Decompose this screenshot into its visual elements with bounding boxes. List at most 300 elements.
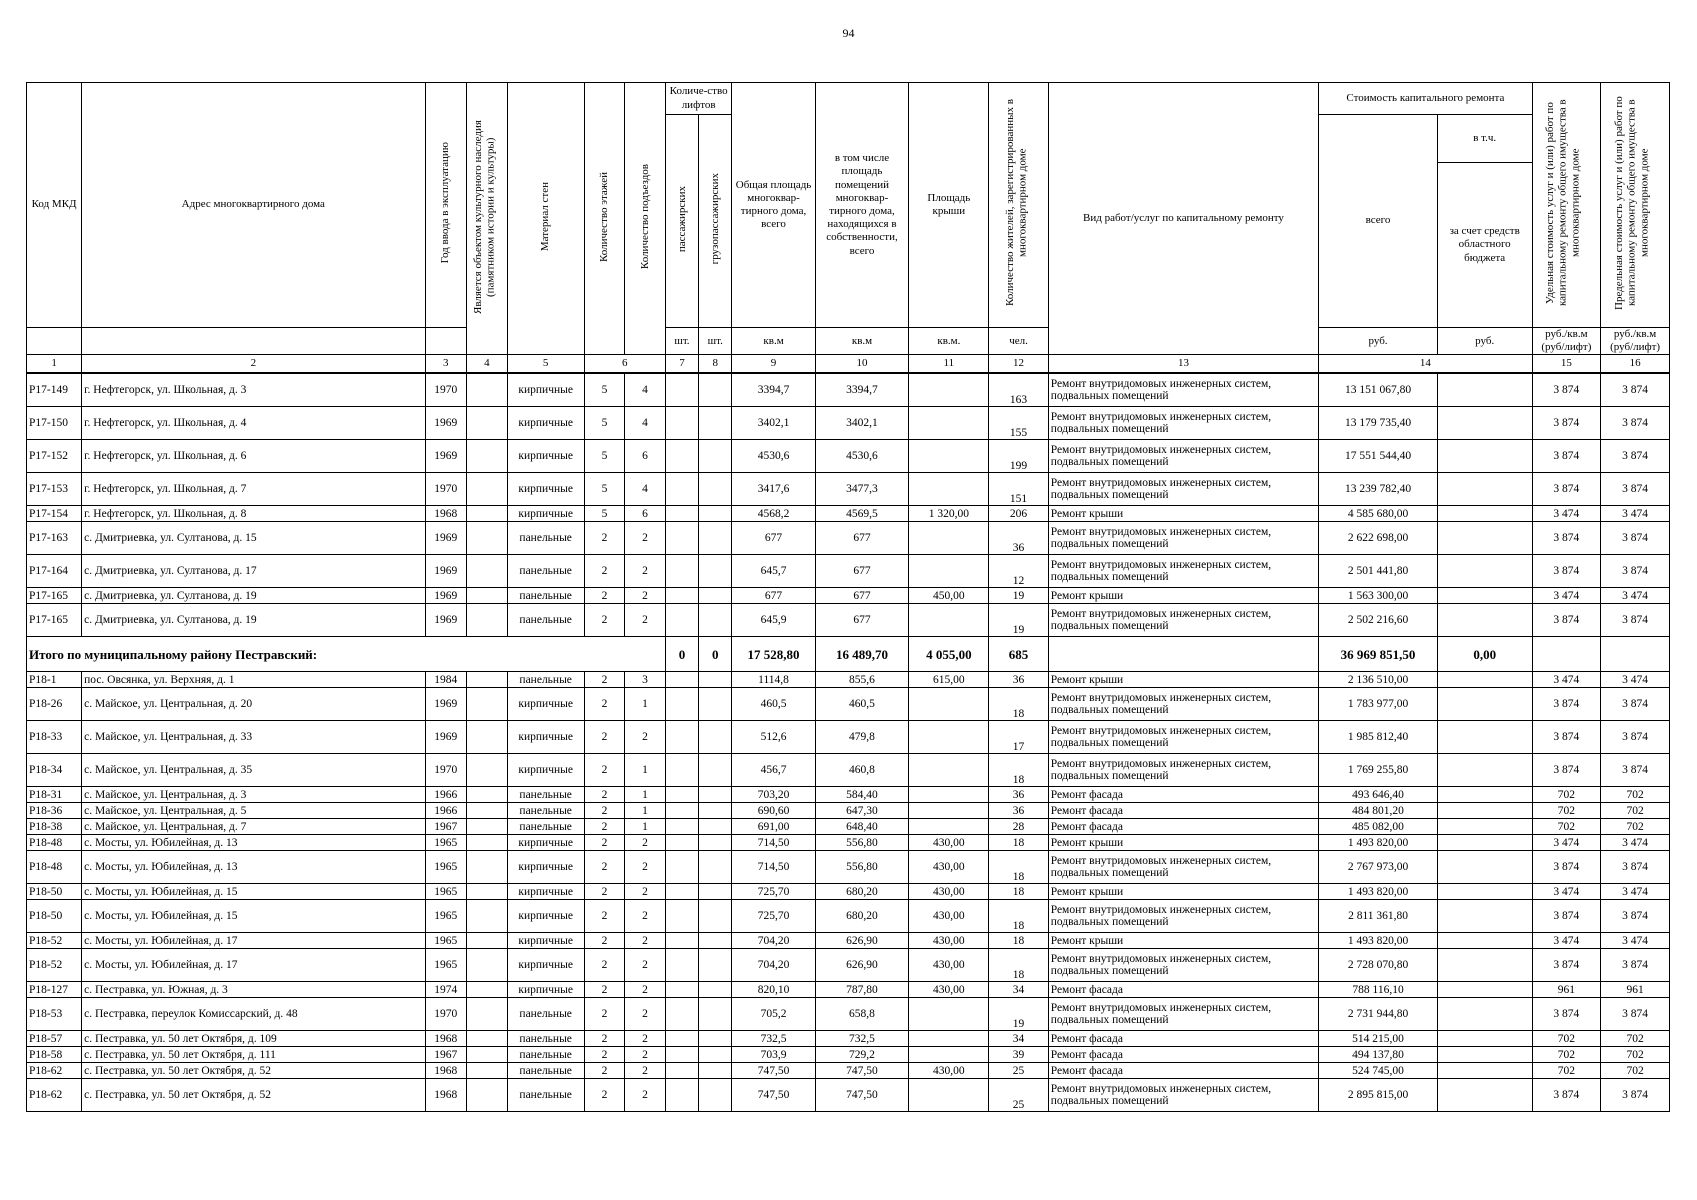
work-type: Ремонт внутридомовых инженерных систем, подвальных помещений	[1048, 900, 1319, 933]
lifts-cargo	[699, 998, 732, 1031]
wall-material: панельные	[507, 555, 584, 588]
cost-total: 2 501 441,80	[1319, 555, 1438, 588]
heritage	[467, 506, 508, 522]
table-row	[27, 440, 1670, 473]
address: с. Пестравка, ул. 50 лет Октября, д. 52	[82, 1063, 425, 1079]
lifts-passenger	[665, 407, 698, 440]
entrances: 2	[625, 555, 666, 588]
total-area: 820,10	[732, 982, 815, 998]
roof-area	[909, 473, 989, 506]
unit-residents: чел.	[989, 328, 1048, 355]
wall-material: кирпичные	[507, 688, 584, 721]
mkd-code: Р17-153	[27, 473, 82, 506]
roof-area: 1 320,00	[909, 506, 989, 522]
wall-material: кирпичные	[507, 473, 584, 506]
mkd-code: Р17-154	[27, 506, 82, 522]
total-area: 456,7	[732, 754, 815, 787]
cost-total: 13 151 067,80	[1319, 373, 1438, 407]
total-area: 732,5	[732, 1031, 815, 1047]
lifts-passenger	[665, 819, 698, 835]
year: 1969	[425, 555, 467, 588]
max-cost: 3 474	[1601, 672, 1670, 688]
work-type: Ремонт крыши	[1048, 933, 1319, 949]
header-cost-incl: в т.ч.	[1437, 115, 1532, 163]
table-row	[27, 835, 1670, 851]
max-cost: 3 874	[1601, 721, 1670, 754]
total-area: 4568,2	[732, 506, 815, 522]
column-number: 2	[82, 355, 425, 374]
floors: 2	[584, 851, 625, 884]
floors: 2	[584, 1079, 625, 1112]
header-cost-budget: за счет средств областного бюджета	[1437, 163, 1532, 328]
heritage	[467, 407, 508, 440]
unit-roof-area: кв.м.	[909, 328, 989, 355]
wall-material: кирпичные	[507, 506, 584, 522]
owned-area: 460,5	[815, 688, 909, 721]
cost-total: 2 502 216,60	[1319, 604, 1438, 637]
address: с. Майское, ул. Центральная, д. 35	[82, 754, 425, 787]
column-number: 6	[584, 355, 665, 374]
residents: 18	[989, 851, 1048, 884]
work-type: Ремонт внутридомовых инженерных систем, подвальных помещений	[1048, 555, 1319, 588]
column-number: 3	[425, 355, 467, 374]
wall-material: кирпичные	[507, 835, 584, 851]
unit-cost: 961	[1532, 982, 1601, 998]
floors: 2	[584, 819, 625, 835]
heritage	[467, 721, 508, 754]
unit-cost: 702	[1532, 1031, 1601, 1047]
unit-cost: 3 874	[1532, 440, 1601, 473]
unit-max-cost: руб./кв.м (руб/лифт)	[1601, 328, 1670, 355]
year: 1969	[425, 407, 467, 440]
table-row	[27, 1063, 1670, 1079]
unit-cost: 3 874	[1532, 754, 1601, 787]
entrances: 2	[625, 933, 666, 949]
year: 1969	[425, 522, 467, 555]
cost-total: 17 551 544,40	[1319, 440, 1438, 473]
heritage	[467, 588, 508, 604]
total-area: 725,70	[732, 884, 815, 900]
table-row	[27, 787, 1670, 803]
total-area: 3394,7	[732, 373, 815, 407]
year: 1969	[425, 440, 467, 473]
year: 1970	[425, 998, 467, 1031]
cost-total: 485 082,00	[1319, 819, 1438, 835]
total-area: 1114,8	[732, 672, 815, 688]
year: 1967	[425, 1047, 467, 1063]
year: 1970	[425, 473, 467, 506]
mkd-code: Р18-50	[27, 900, 82, 933]
table-row	[27, 473, 1670, 506]
owned-area: 4530,6	[815, 440, 909, 473]
owned-area: 3402,1	[815, 407, 909, 440]
column-number: 14	[1319, 355, 1532, 374]
owned-area: 747,50	[815, 1079, 909, 1112]
table-row	[27, 1079, 1670, 1112]
address: с. Дмитриевка, ул. Султанова, д. 17	[82, 555, 425, 588]
header-owned-area: в том числе площадь помещений многоквар-тирного дома, находящихся в собственности, всего	[815, 83, 909, 328]
cost-budget	[1437, 949, 1532, 982]
residents: 199	[989, 440, 1048, 473]
unit-lifts-cargo: шт.	[699, 328, 732, 355]
max-cost: 3 874	[1601, 604, 1670, 637]
entrances: 2	[625, 949, 666, 982]
total-area: 703,20	[732, 787, 815, 803]
address: г. Нефтегорск, ул. Школьная, д. 4	[82, 407, 425, 440]
total-unit-blank	[1532, 637, 1601, 672]
unit-cost: 3 474	[1532, 588, 1601, 604]
unit-cost: 3 874	[1532, 604, 1601, 637]
entrances: 4	[625, 373, 666, 407]
work-type: Ремонт внутридомовых инженерных систем, подвальных помещений	[1048, 754, 1319, 787]
header-cost-group: Стоимость капитального ремонта	[1319, 83, 1532, 115]
page-number: 94	[842, 26, 855, 40]
header-wall-material: Материал стен	[507, 83, 584, 355]
address: с. Дмитриевка, ул. Султанова, д. 19	[82, 588, 425, 604]
heritage	[467, 373, 508, 407]
floors: 2	[584, 754, 625, 787]
max-cost: 3 474	[1601, 933, 1670, 949]
header-roof-area: Площадь крыши	[909, 83, 989, 328]
table-row	[27, 819, 1670, 835]
total-area: 703,9	[732, 1047, 815, 1063]
wall-material: кирпичные	[507, 440, 584, 473]
total-area: 677	[732, 522, 815, 555]
heritage	[467, 522, 508, 555]
roof-area: 430,00	[909, 1063, 989, 1079]
table-row	[27, 555, 1670, 588]
address: г. Нефтегорск, ул. Школьная, д. 7	[82, 473, 425, 506]
work-type: Ремонт внутридомовых инженерных систем, подвальных помещений	[1048, 998, 1319, 1031]
column-number: 15	[1532, 355, 1601, 374]
header-heritage: Является объектом культурного наследия (памятником истории и культуры)	[467, 83, 508, 355]
column-number: 5	[507, 355, 584, 374]
work-type: Ремонт фасада	[1048, 819, 1319, 835]
table-row	[27, 982, 1670, 998]
unit-cost: 702	[1532, 1063, 1601, 1079]
address: г. Нефтегорск, ул. Школьная, д. 6	[82, 440, 425, 473]
cost-budget	[1437, 721, 1532, 754]
cost-budget	[1437, 506, 1532, 522]
lifts-cargo	[699, 555, 732, 588]
residents: 18	[989, 688, 1048, 721]
total-residents: 685	[989, 637, 1048, 672]
floors: 2	[584, 884, 625, 900]
year: 1965	[425, 835, 467, 851]
floors: 2	[584, 900, 625, 933]
mkd-code: Р17-150	[27, 407, 82, 440]
owned-area: 479,8	[815, 721, 909, 754]
total-area: 3417,6	[732, 473, 815, 506]
mkd-code: Р18-33	[27, 721, 82, 754]
roof-area: 430,00	[909, 884, 989, 900]
entrances: 6	[625, 440, 666, 473]
year: 1968	[425, 1063, 467, 1079]
owned-area: 626,90	[815, 949, 909, 982]
table-row	[27, 803, 1670, 819]
wall-material: панельные	[507, 819, 584, 835]
total-area: 747,50	[732, 1063, 815, 1079]
residents: 36	[989, 672, 1048, 688]
wall-material: панельные	[507, 522, 584, 555]
floors: 2	[584, 787, 625, 803]
wall-material: кирпичные	[507, 373, 584, 407]
total-area: 714,50	[732, 851, 815, 884]
residents: 34	[989, 982, 1048, 998]
max-cost: 702	[1601, 787, 1670, 803]
roof-area	[909, 1079, 989, 1112]
floors: 5	[584, 407, 625, 440]
year: 1969	[425, 688, 467, 721]
column-number: 12	[989, 355, 1048, 374]
floors: 2	[584, 803, 625, 819]
entrances: 2	[625, 998, 666, 1031]
mkd-code: Р18-127	[27, 982, 82, 998]
max-cost: 702	[1601, 803, 1670, 819]
unit-total-area: кв.м	[732, 328, 815, 355]
max-cost: 3 474	[1601, 835, 1670, 851]
total-area: 705,2	[732, 998, 815, 1031]
total-area: 725,70	[732, 900, 815, 933]
table-row	[27, 588, 1670, 604]
roof-area	[909, 1047, 989, 1063]
lifts-passenger	[665, 1079, 698, 1112]
unit-blank	[27, 328, 82, 355]
header-lifts: Количе-ство лифтов	[665, 83, 732, 115]
max-cost: 702	[1601, 1047, 1670, 1063]
work-type: Ремонт внутридомовых инженерных систем, подвальных помещений	[1048, 440, 1319, 473]
total-area: 690,60	[732, 803, 815, 819]
work-type: Ремонт внутридомовых инженерных систем, подвальных помещений	[1048, 407, 1319, 440]
cost-total: 1 769 255,80	[1319, 754, 1438, 787]
column-numbers-row	[27, 355, 1670, 374]
lifts-cargo	[699, 721, 732, 754]
heritage	[467, 884, 508, 900]
total-area: 691,00	[732, 819, 815, 835]
max-cost: 3 474	[1601, 588, 1670, 604]
roof-area: 430,00	[909, 933, 989, 949]
lifts-cargo	[699, 588, 732, 604]
residents: 18	[989, 900, 1048, 933]
owned-area: 3477,3	[815, 473, 909, 506]
cost-total: 2 622 698,00	[1319, 522, 1438, 555]
entrances: 2	[625, 604, 666, 637]
mkd-code: Р18-36	[27, 803, 82, 819]
entrances: 4	[625, 407, 666, 440]
floors: 2	[584, 522, 625, 555]
floors: 2	[584, 604, 625, 637]
owned-area: 729,2	[815, 1047, 909, 1063]
max-cost: 702	[1601, 819, 1670, 835]
floors: 2	[584, 721, 625, 754]
entrances: 2	[625, 1079, 666, 1112]
floors: 5	[584, 373, 625, 407]
lifts-cargo	[699, 672, 732, 688]
cost-budget	[1437, 819, 1532, 835]
cost-total: 493 646,40	[1319, 787, 1438, 803]
cost-total: 4 585 680,00	[1319, 506, 1438, 522]
residents: 28	[989, 819, 1048, 835]
lifts-passenger	[665, 506, 698, 522]
residents: 34	[989, 1031, 1048, 1047]
max-cost: 3 874	[1601, 900, 1670, 933]
total-area: 714,50	[732, 835, 815, 851]
total-cost: 36 969 851,50	[1319, 637, 1438, 672]
unit-cost: 702	[1532, 803, 1601, 819]
owned-area: 677	[815, 522, 909, 555]
table-row	[27, 949, 1670, 982]
cost-budget	[1437, 754, 1532, 787]
address: г. Нефтегорск, ул. Школьная, д. 8	[82, 506, 425, 522]
residents: 36	[989, 522, 1048, 555]
wall-material: кирпичные	[507, 949, 584, 982]
heritage	[467, 819, 508, 835]
wall-material: панельные	[507, 998, 584, 1031]
mkd-code: Р18-62	[27, 1063, 82, 1079]
roof-area: 430,00	[909, 982, 989, 998]
total-owned-area: 16 489,70	[815, 637, 909, 672]
mkd-code: Р18-31	[27, 787, 82, 803]
unit-unit-cost: руб./кв.м (руб/лифт)	[1532, 328, 1601, 355]
cost-total: 484 801,20	[1319, 803, 1438, 819]
unit-cost: 3 874	[1532, 721, 1601, 754]
cost-total: 2 731 944,80	[1319, 998, 1438, 1031]
lifts-passenger	[665, 721, 698, 754]
mkd-code: Р18-1	[27, 672, 82, 688]
cost-budget	[1437, 373, 1532, 407]
year: 1965	[425, 884, 467, 900]
mkd-code: Р18-58	[27, 1047, 82, 1063]
cost-budget	[1437, 555, 1532, 588]
unit-cost: 3 474	[1532, 506, 1601, 522]
work-type: Ремонт внутридомовых инженерных систем, подвальных помещений	[1048, 721, 1319, 754]
owned-area: 855,6	[815, 672, 909, 688]
roof-area: 450,00	[909, 588, 989, 604]
cost-total: 2 767 973,00	[1319, 851, 1438, 884]
unit-cost: 702	[1532, 787, 1601, 803]
unit-cost: 3 474	[1532, 835, 1601, 851]
work-type: Ремонт фасада	[1048, 1063, 1319, 1079]
total-area: 512,6	[732, 721, 815, 754]
heritage	[467, 440, 508, 473]
year: 1965	[425, 900, 467, 933]
cost-total: 13 179 735,40	[1319, 407, 1438, 440]
cost-budget	[1437, 473, 1532, 506]
roof-area	[909, 998, 989, 1031]
total-lifts-passenger: 0	[665, 637, 698, 672]
mkd-code: Р17-165	[27, 588, 82, 604]
unit-cost: 3 874	[1532, 555, 1601, 588]
owned-area: 556,80	[815, 851, 909, 884]
table-row	[27, 721, 1670, 754]
entrances: 1	[625, 754, 666, 787]
owned-area: 647,30	[815, 803, 909, 819]
residents: 19	[989, 604, 1048, 637]
column-number: 10	[815, 355, 909, 374]
heritage	[467, 835, 508, 851]
residents: 19	[989, 998, 1048, 1031]
address: с. Пестравка, ул. 50 лет Октября, д. 111	[82, 1047, 425, 1063]
total-max-blank	[1601, 637, 1670, 672]
roof-area	[909, 1031, 989, 1047]
heritage	[467, 803, 508, 819]
address: с. Пестравка, ул. Южная, д. 3	[82, 982, 425, 998]
cost-budget	[1437, 1047, 1532, 1063]
mkd-code: Р18-34	[27, 754, 82, 787]
heritage	[467, 851, 508, 884]
unit-cost: 3 874	[1532, 473, 1601, 506]
header-cost-total: всего	[1319, 115, 1438, 328]
owned-area: 4569,5	[815, 506, 909, 522]
year: 1967	[425, 819, 467, 835]
lifts-cargo	[699, 440, 732, 473]
lifts-cargo	[699, 933, 732, 949]
owned-area: 677	[815, 555, 909, 588]
cost-budget	[1437, 604, 1532, 637]
total-area: 747,50	[732, 1079, 815, 1112]
heritage	[467, 933, 508, 949]
floors: 2	[584, 1047, 625, 1063]
floors: 2	[584, 672, 625, 688]
header-code: Код МКД	[27, 83, 82, 328]
roof-area	[909, 604, 989, 637]
address: пос. Овсянка, ул. Верхняя, д. 1	[82, 672, 425, 688]
header-work-type: Вид работ/услуг по капитальному ремонту	[1048, 83, 1319, 355]
cost-budget	[1437, 1031, 1532, 1047]
max-cost: 961	[1601, 982, 1670, 998]
total-area: 3402,1	[732, 407, 815, 440]
year: 1965	[425, 933, 467, 949]
max-cost: 3 474	[1601, 884, 1670, 900]
residents: 151	[989, 473, 1048, 506]
cost-total: 788 116,10	[1319, 982, 1438, 998]
lifts-cargo	[699, 851, 732, 884]
table-row	[27, 900, 1670, 933]
mkd-code: Р18-50	[27, 884, 82, 900]
lifts-passenger	[665, 982, 698, 998]
table-row	[27, 1047, 1670, 1063]
address: с. Пестравка, ул. 50 лет Октября, д. 109	[82, 1031, 425, 1047]
cost-budget	[1437, 588, 1532, 604]
work-type: Ремонт крыши	[1048, 588, 1319, 604]
entrances: 2	[625, 588, 666, 604]
unit-cost: 3 874	[1532, 522, 1601, 555]
unit-cost: 3 474	[1532, 884, 1601, 900]
work-type: Ремонт внутридомовых инженерных систем, подвальных помещений	[1048, 604, 1319, 637]
cost-total: 1 493 820,00	[1319, 933, 1438, 949]
lifts-cargo	[699, 982, 732, 998]
cost-total: 1 985 812,40	[1319, 721, 1438, 754]
max-cost: 3 874	[1601, 949, 1670, 982]
work-type: Ремонт фасада	[1048, 787, 1319, 803]
lifts-cargo	[699, 522, 732, 555]
column-number: 9	[732, 355, 815, 374]
entrances: 1	[625, 819, 666, 835]
mkd-code: Р17-163	[27, 522, 82, 555]
address: с. Майское, ул. Центральная, д. 3	[82, 787, 425, 803]
floors: 2	[584, 588, 625, 604]
year: 1966	[425, 803, 467, 819]
work-type: Ремонт крыши	[1048, 672, 1319, 688]
unit-cost: 3 874	[1532, 998, 1601, 1031]
address: с. Мосты, ул. Юбилейная, д. 15	[82, 884, 425, 900]
address: с. Мосты, ул. Юбилейная, д. 13	[82, 851, 425, 884]
heritage	[467, 900, 508, 933]
wall-material: панельные	[507, 1063, 584, 1079]
lifts-cargo	[699, 1047, 732, 1063]
lifts-cargo	[699, 754, 732, 787]
table-row	[27, 522, 1670, 555]
